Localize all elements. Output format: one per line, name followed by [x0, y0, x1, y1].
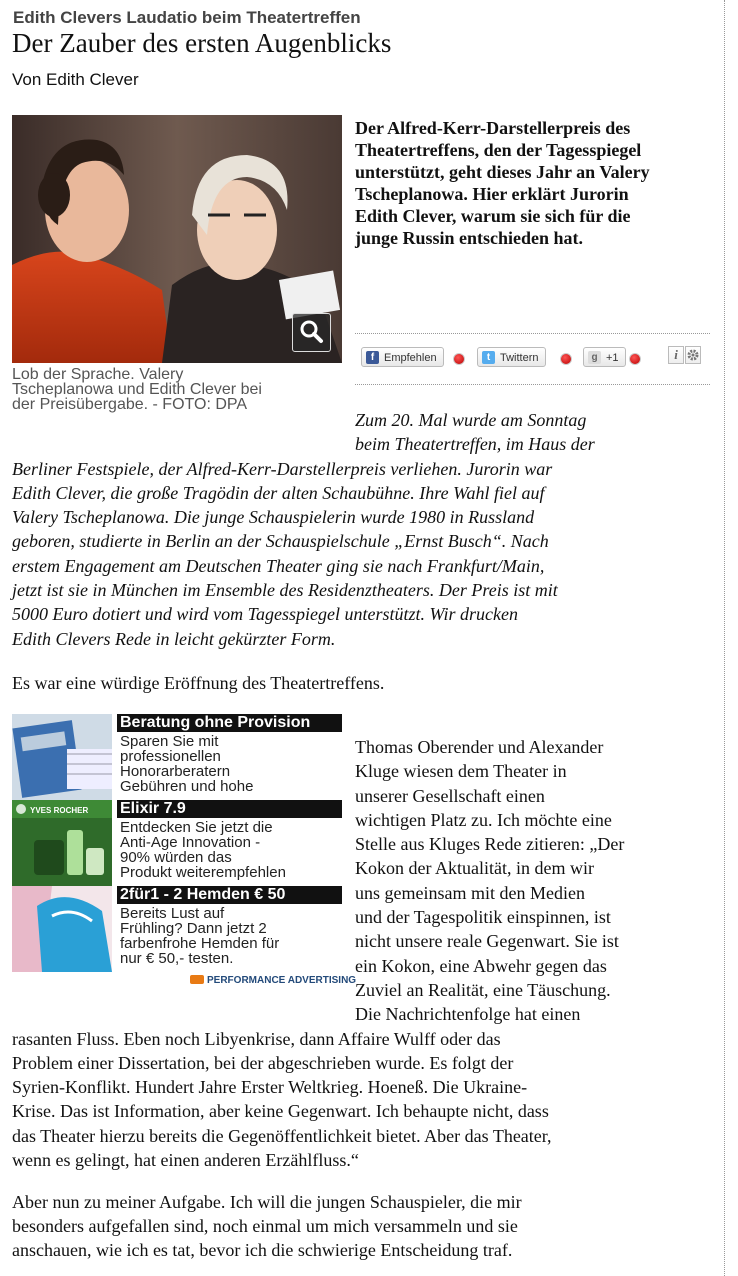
- article-photo[interactable]: [12, 115, 342, 363]
- ad-title[interactable]: Beratung ohne Provision: [117, 714, 342, 732]
- google-plus-button[interactable]: g +1: [583, 347, 626, 367]
- facebook-privacy-toggle[interactable]: [453, 353, 465, 365]
- article-byline: Von Edith Clever: [12, 70, 139, 89]
- article-teaser: Der Alfred-Kerr-Darstellerpreis des Theatertreffens, den der Tagesspiegel unterstützt, geht dieses Jahr an Valery Tscheplanowa. Hier erklärt Jurorin Edith Clever, warum sie sich für die junge Russin entschieden hat.: [355, 118, 650, 248]
- twitter-button[interactable]: t Twittern: [477, 347, 546, 367]
- info-icon[interactable]: i: [668, 346, 684, 364]
- zoom-icon[interactable]: [292, 313, 331, 352]
- facebook-icon: f: [366, 351, 379, 364]
- twitter-privacy-toggle[interactable]: [560, 353, 572, 365]
- gear-icon[interactable]: [685, 346, 701, 364]
- article-headline: Der Zauber des ersten Augenblicks: [12, 28, 392, 58]
- google-plus-icon: g: [588, 351, 601, 364]
- ad-text: Sparen Sie mit professionellen Honorarberatern Gebühren und hohe: [120, 733, 254, 795]
- facebook-recommend-button[interactable]: f Empfehlen: [361, 347, 444, 367]
- article-intro: Zum 20. Mal wurde am Sonntag beim Theatertreffen, im Haus der Berliner Festspiele, der Alfred-Kerr-Darstellerpreis verliehen. Jurorin war Edith Clever, die große Tragödin der alten Schaubühne. Ihre Wahl fiel auf Valery Tscheplanowa. Die junge Schauspielerin wurde 1980 in Russland geboren, studierte in Berlin an der Schauspielschule „Ernst Busch“. Nach erstem Engagement am Deutschen Theater ging sie nach Frankfurt/Main, jetzt ist sie in München im Ensemble des Residenztheaters. Der Preis ist mit 5000 Euro dotiert und wird vom Tagesspiegel unterstützt. Wir drucken Edith Clevers Rede in leicht gekürzter Form.: [12, 410, 595, 649]
- ad-title[interactable]: 2für1 - 2 Hemden € 50: [117, 886, 342, 904]
- photo-caption: Lob der Sprache. Valery Tscheplanowa und Edith Clever bei der Preisübergabe. - FOTO: DPA: [12, 366, 262, 413]
- ad-text: Bereits Lust auf Frühling? Dann jetzt 2 farbenfrohe Hemden für nur € 50,- testen.: [120, 905, 280, 967]
- social-share-bar: [355, 333, 710, 385]
- article-kicker: Edith Clevers Laudatio beim Theatertreffen: [13, 8, 361, 27]
- page-divider: [724, 0, 725, 1276]
- ad-footer[interactable]: PERFORMANCE ADVERTISING: [190, 975, 356, 987]
- ad-text: Entdecken Sie jetzt die Anti-Age Innovation - 90% würden das Produkt weiterempfehlen: [120, 819, 286, 881]
- ad-title[interactable]: Elixir 7.9: [117, 800, 342, 818]
- article-body: Thomas Oberender und Alexander Kluge wiesen dem Theater in unserer Gesellschaft einen wichtigen Platz zu. Ich möchte eine Stelle aus Kluges Rede zitieren: „Der Kokon der Aktualität, in dem wir uns gemeinsam mit den Medien und der Tagespolitik einspinnen, ist nicht unsere reale Gegenwart. Sie ist ein Kokon, eine Abwehr gegen das Zuviel an Realität, eine Täuschung. Die Nachrichtenfolge hat einen rasanten Fluss. Eben noch Libyenkrise, dann Affaire Wulff oder das Problem einer Dissertation, bei der abgeschrieben wurde. Es folgt der Syrien-Konflikt. Hundert Jahre Erster Weltkrieg. Hoeneß. Die Ukraine- Krise. Das ist Information, aber keine Gegenwart. Ich behaupte nicht, dass das Theater hierzu bereits die Gegenöffentlichkeit bietet. Aber das Theater, wenn es gelingt, hat einen anderen Erzählfluss.“: [12, 737, 625, 1171]
- google-plus-privacy-toggle[interactable]: [629, 353, 641, 365]
- ad-brand: YVES ROCHER: [30, 806, 89, 815]
- twitter-icon: t: [482, 351, 495, 364]
- article-body-continued: Aber nun zu meiner Aufgabe. Ich will die jungen Schauspieler, die mir besonders aufgefallen sind, noch einmal um mich versammeln und sie anschauen, wie ich es tat, bevor ich die schwierige Entscheidung traf.: [12, 1192, 522, 1260]
- article-lead: Es war eine würdige Eröffnung des Theatertreffens.: [12, 673, 385, 693]
